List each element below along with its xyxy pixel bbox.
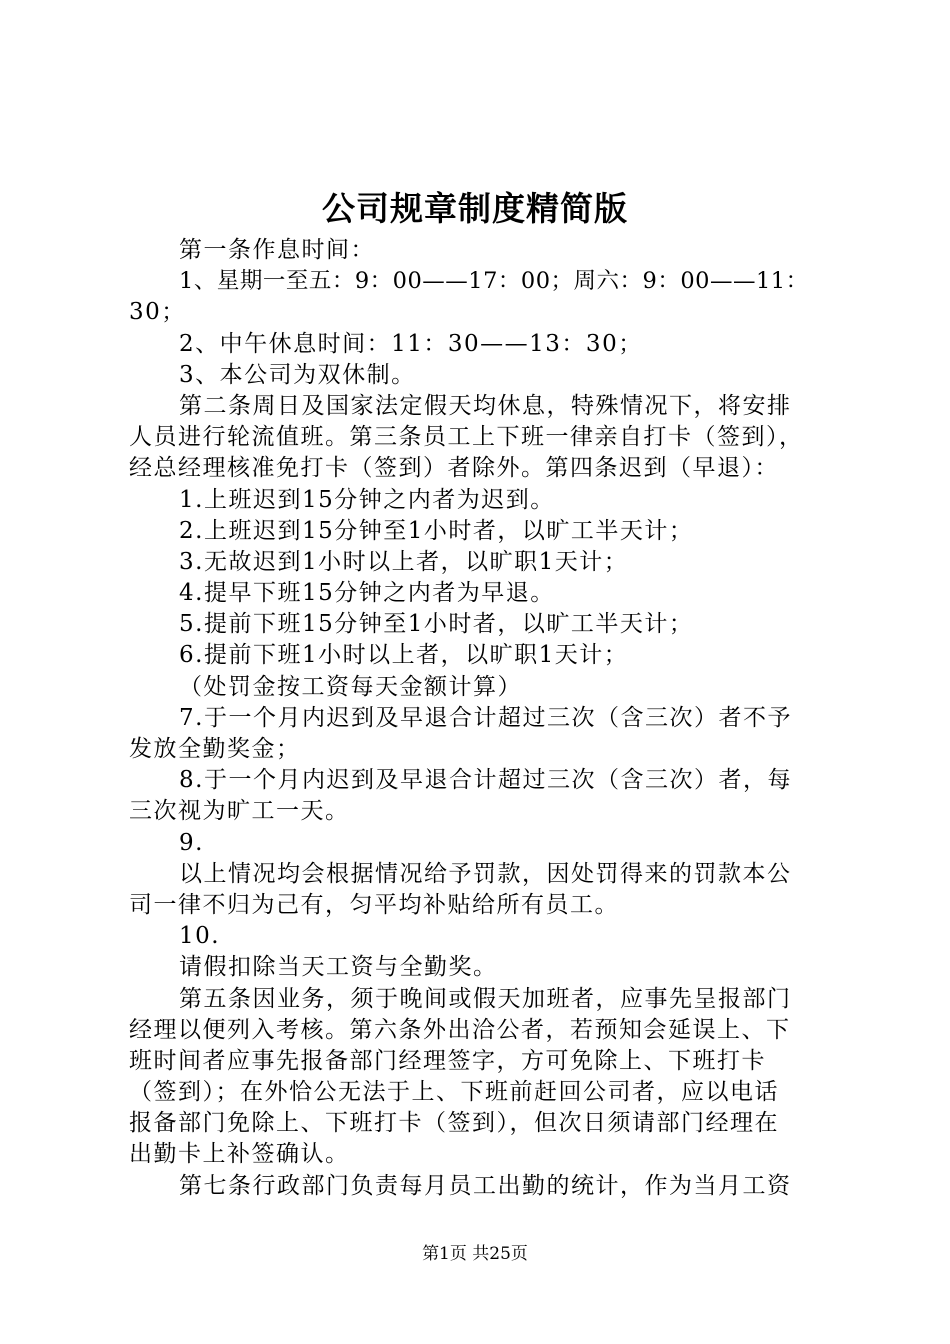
body-line: 1.上班迟到15分钟之内者为迟到。 [179,486,555,513]
body-line: 第七条行政部门负责每月员工出勤的统计，作为当月工资 [179,1172,792,1199]
body-line: 4.提早下班15分钟之内者为早退。 [179,580,555,607]
body-line: （签到）；在外恰公无法于上、下班前赶回公司者，应以电话 [129,1079,779,1106]
body-line: 3.无故迟到1小时以上者，以旷职1天计； [179,548,629,575]
body-line: 出勤卡上补签确认。 [129,1141,350,1168]
body-line: 30； [129,299,186,326]
body-line: 以上情况均会根据情况给予罚款，因处罚得来的罚款本公 [179,860,792,887]
body-line: 请假扣除当天工资与全勤奖。 [179,954,498,981]
body-line: 6.提前下班1小时以上者，以旷职1天计； [179,642,629,669]
body-line: 司一律不归为己有，匀平均补贴给所有员工。 [129,891,619,918]
body-line: 经总经理核准免打卡（签到）者除外。第四条迟到（早退）： [129,455,779,482]
body-line: 8.于一个月内迟到及早退合计超过三次（含三次）者，每 [179,767,792,794]
body-line: 2、中午休息时间：11：30——13：30； [179,330,643,357]
body-line: 人员进行轮流值班。第三条员工上下班一律亲自打卡（签到）， [129,424,804,451]
page-footer: 第1页 共25页 [422,1244,528,1264]
body-line: 三次视为旷工一天。 [129,798,350,825]
body-line: （处罚金按工资每天金额计算） [179,673,522,700]
body-line: 3、本公司为双休制。 [179,361,416,388]
body-line: 9. [179,829,204,856]
document-body [129,235,835,1202]
body-line: 10. [179,923,221,950]
body-line: 5.提前下班15分钟至1小时者，以旷工半天计； [179,611,694,638]
body-line: 经理以便列入考核。第六条外出洽公者，若预知会延误上、下 [129,1016,791,1043]
body-line: 班时间者应事先报备部门经理签字，方可免除上、下班打卡 [129,1047,766,1074]
body-line: 第五条因业务，须于晚间或假天加班者，应事先呈报部门 [179,985,792,1012]
body-line: 第一条作息时间： [179,237,375,263]
body-line: 第二条周日及国家法定假天均休息，特殊情况下，将安排 [179,392,792,419]
page-title: 公司规章制度精简版 [322,189,628,228]
body-line: 报备部门免除上、下班打卡（签到），但次日须请部门经理在 [129,1110,779,1137]
body-line: 7.于一个月内迟到及早退合计超过三次（含三次）者不予 [179,704,792,731]
body-line: 2.上班迟到15分钟至1小时者，以旷工半天计； [179,517,694,544]
body-line: 发放全勤奖金； [129,736,301,762]
body-line: 1、星期一至五：9：00——17：00；周六：9：00——11： [179,268,809,295]
